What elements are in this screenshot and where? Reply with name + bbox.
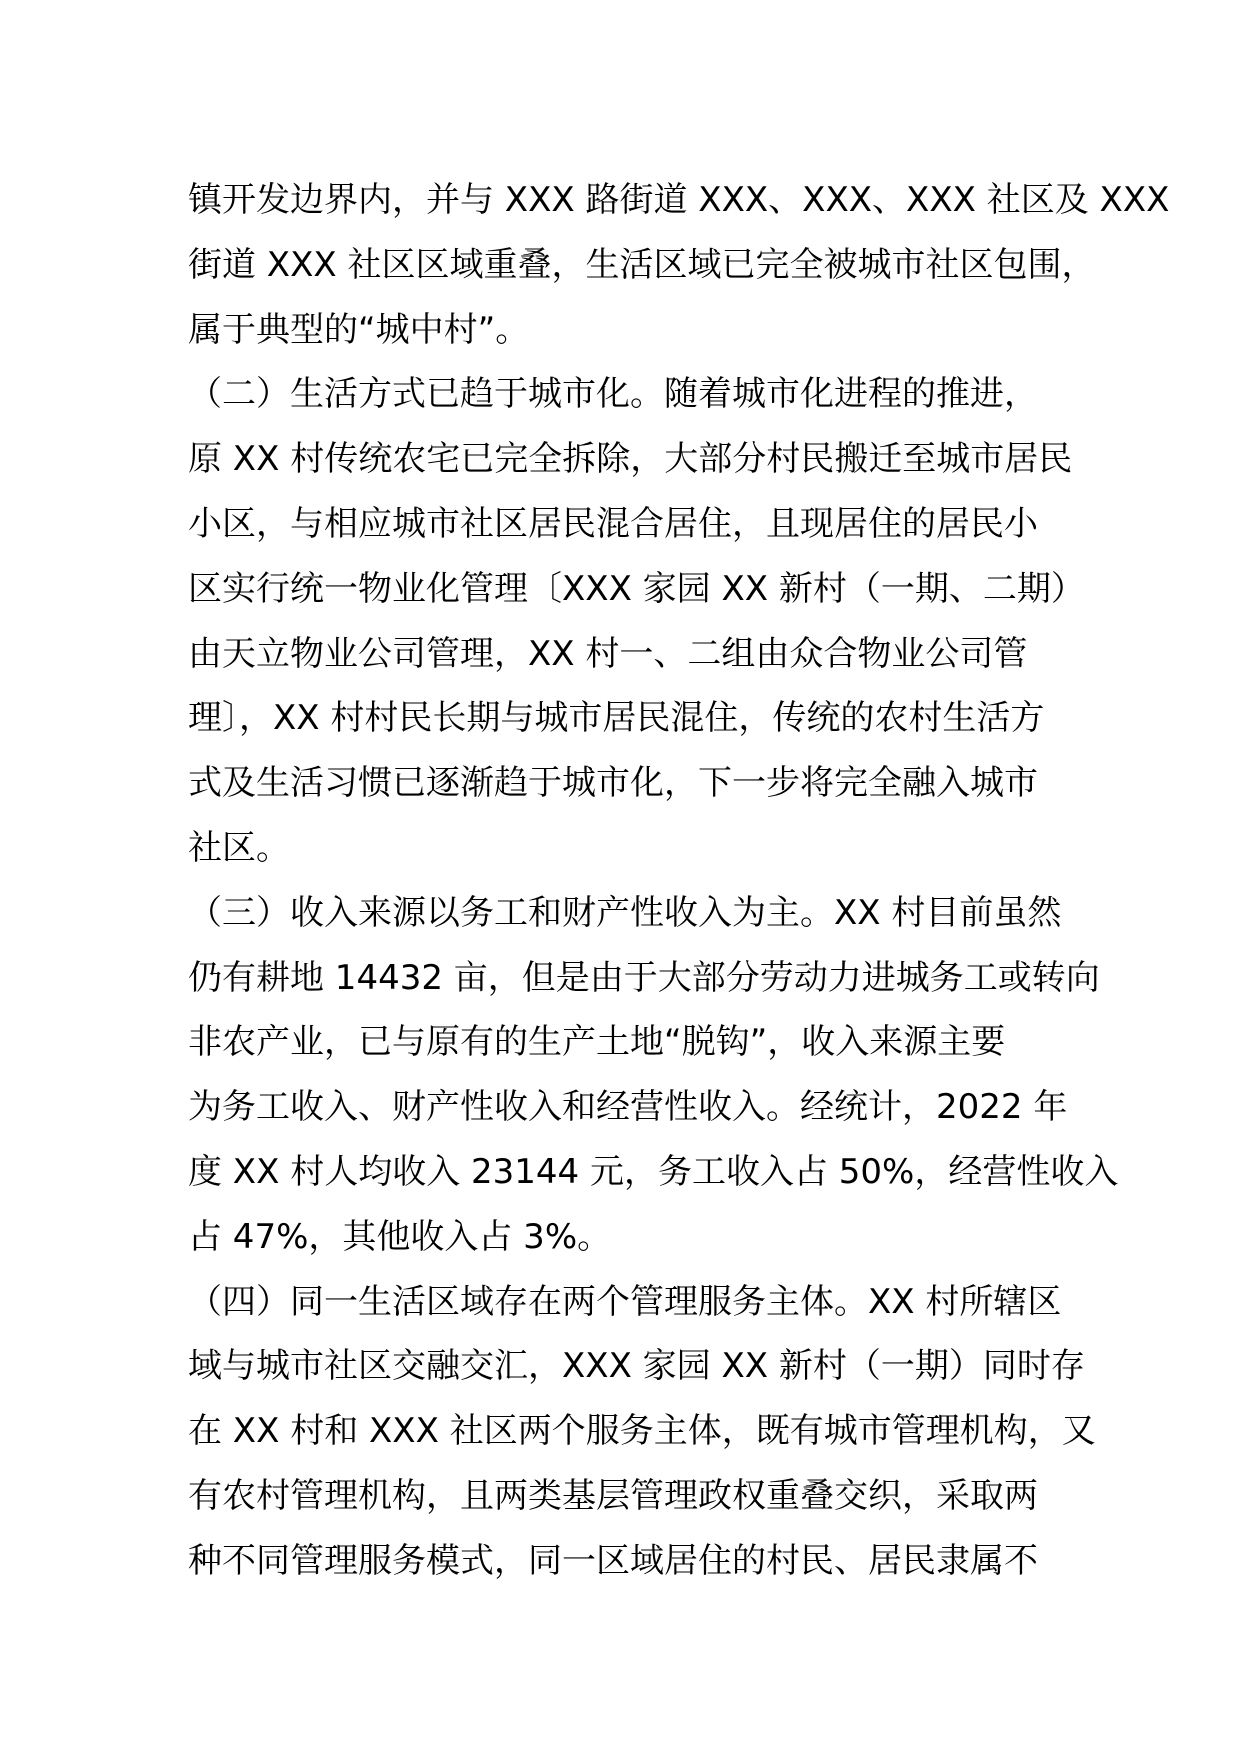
text-line: 式及生活习惯已逐渐趋于城市化，下一步将完全融入城市 (188, 763, 1038, 804)
body-text (188, 168, 1170, 1594)
text-line: 理〕，XX 村村民长期与城市居民混住，传统的农村生活方 (188, 698, 1045, 739)
text-line: 在 XX 村和 XXX 社区两个服务主体，既有城市管理机构，又 (188, 1411, 1096, 1452)
text-line: 域与城市社区交融交汇，XXX 家园 XX 新村（一期）同时存 (188, 1346, 1085, 1387)
text-line: 原 XX 村传统农宅已完全拆除，大部分村民搬迁至城市居民 (188, 439, 1073, 480)
text-line: 仍有耕地 14432 亩，但是由于大部分劳动力进城务工或转向 (188, 957, 1100, 998)
section-heading-line: （四）同一生活区域存在两个管理服务主体。XX 村所辖区 (188, 1281, 1062, 1322)
text-line: 属于典型的“城中村”。 (188, 309, 530, 350)
text-line: 社区。 (188, 827, 290, 868)
section-heading-line: （二）生活方式已趋于城市化。随着城市化进程的推进， (188, 374, 1038, 415)
text-line: 由天立物业公司管理，XX 村一、二组由众合物业公司管 (188, 633, 1028, 674)
text-line: 占 47%，其他收入占 3%。 (188, 1216, 612, 1257)
text-line: 区实行统一物业化管理〔XXX 家园 XX 新村（一期、二期） (188, 568, 1085, 609)
text-line: 镇开发边界内，并与 XXX 路街道 XXX、XXX、XXX 社区及 XXX (188, 180, 1170, 220)
section-heading-line: （三）收入来源以务工和财产性收入为主。XX 村目前虽然 (188, 892, 1062, 933)
text-line: 小区，与相应城市社区居民混合居住，且现居住的居民小 (188, 503, 1038, 544)
text-line: 种不同管理服务模式，同一区域居住的村民、居民隶属不 (188, 1540, 1038, 1581)
text-line: 非农产业，已与原有的生产土地“脱钩”，收入来源主要 (188, 1022, 1006, 1063)
text-line: 有农村管理机构，且两类基层管理政权重叠交织，采取两 (188, 1475, 1038, 1516)
text-line: 度 XX 村人均收入 23144 元，务工收入占 50%，经营性收入 (188, 1151, 1119, 1192)
text-line: 街道 XXX 社区区域重叠，生活区域已完全被城市社区包围， (188, 244, 1096, 285)
text-line: 为务工收入、财产性收入和经营性收入。经统计，2022 年 (188, 1087, 1068, 1128)
